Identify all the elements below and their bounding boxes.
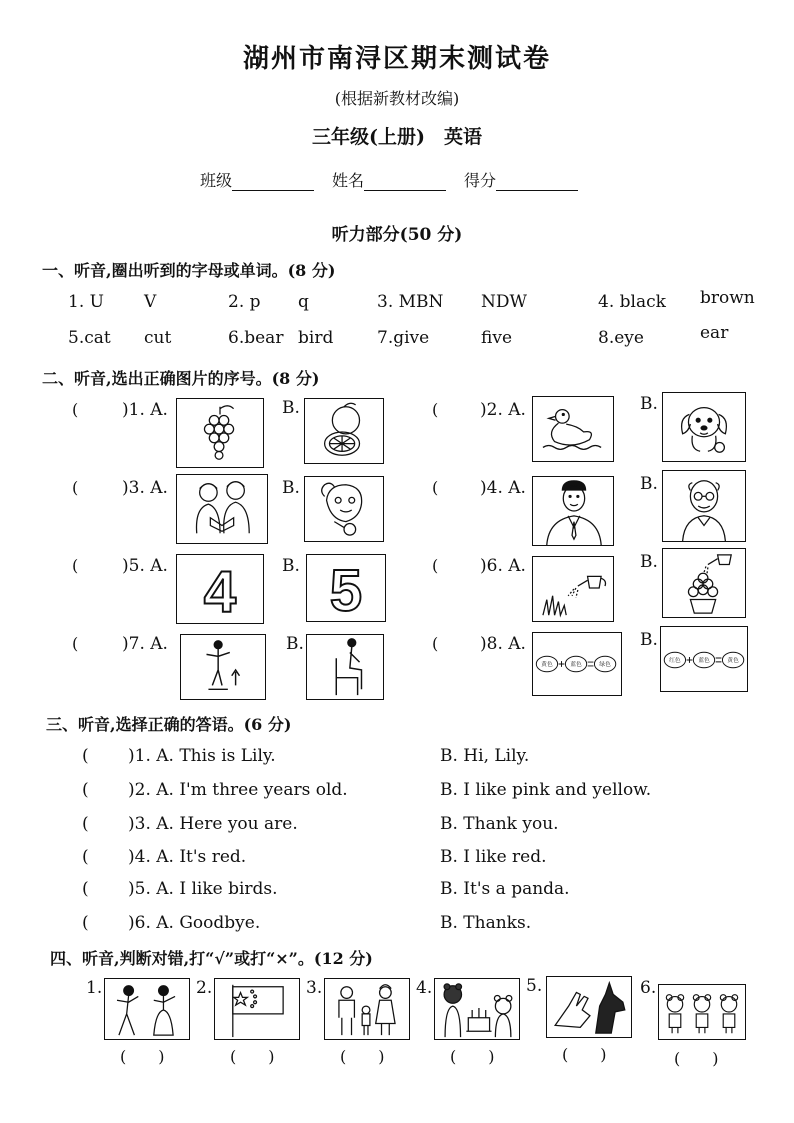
s2-item-5-b: B. bbox=[282, 556, 300, 576]
s2-item-7-b: B. bbox=[286, 634, 304, 654]
answer-paren[interactable]: ( bbox=[432, 634, 439, 653]
answer-paren[interactable]: ( bbox=[82, 913, 89, 933]
s3-item-3-a: )3. A. Here you are. bbox=[128, 814, 298, 834]
s4-item-6-num: 6. bbox=[640, 978, 657, 998]
section4-heading: 四、听音,判断对错,打“√”或打“×”。(12 分) bbox=[50, 949, 373, 968]
s1-option[interactable]: cat bbox=[84, 328, 111, 348]
answer-paren[interactable]: ( bbox=[82, 879, 89, 899]
s3-item-1-a: )1. A. This is Lily. bbox=[128, 746, 276, 766]
s2-item-2-b: B. bbox=[640, 394, 658, 414]
listening-part-title: 听力部分(50 分) bbox=[331, 225, 463, 245]
number-four-icon[interactable] bbox=[176, 554, 264, 624]
score-field[interactable] bbox=[496, 175, 578, 191]
s4-item-2-num: 2. bbox=[196, 978, 213, 998]
mix-a-2: 蓝色 bbox=[570, 661, 582, 668]
s1-option[interactable]: bear bbox=[244, 328, 284, 348]
s2-item-8-label: )8. A. bbox=[480, 634, 526, 654]
s3-item-2-a: )2. A. I'm three years old. bbox=[128, 780, 348, 800]
old-man-icon[interactable] bbox=[304, 476, 384, 542]
answer-paren[interactable]: ( bbox=[72, 634, 79, 653]
s3-item-4-b: B. I like red. bbox=[440, 847, 547, 867]
watering-grass-icon[interactable] bbox=[532, 556, 614, 622]
s1-item-2: 2. p bbox=[228, 292, 261, 312]
answer-paren[interactable]: ( bbox=[432, 400, 439, 419]
answer-paren[interactable]: ( ) bbox=[120, 1047, 165, 1066]
s1-option[interactable]: eye bbox=[614, 328, 644, 348]
score-label: 得分 bbox=[464, 171, 497, 190]
s4-item-1-num: 1. bbox=[86, 978, 103, 998]
name-field[interactable] bbox=[364, 175, 446, 191]
answer-paren[interactable]: ( bbox=[82, 780, 89, 800]
s1-item-5: 5.cat bbox=[68, 328, 111, 348]
s2-item-3-label: )3. A. bbox=[122, 478, 168, 498]
orange-icon[interactable] bbox=[304, 398, 384, 464]
s2-item-1-label: )1. A. bbox=[122, 400, 168, 420]
answer-paren[interactable]: ( bbox=[72, 556, 79, 575]
page-subtitle: (根据新教材改编) bbox=[334, 89, 460, 108]
digit-five: 5 bbox=[329, 558, 363, 621]
student-info bbox=[200, 168, 578, 191]
birthday-party-icon[interactable] bbox=[434, 978, 520, 1040]
s1-option[interactable]: MBN bbox=[398, 292, 444, 312]
s3-item-6-a: )6. A. Goodbye. bbox=[128, 913, 261, 933]
s2-item-7-label: )7. A. bbox=[122, 634, 168, 654]
s4-item-4-num: 4. bbox=[416, 978, 433, 998]
s2-item-6-label: )6. A. bbox=[480, 556, 526, 576]
color-mix-b-icon[interactable] bbox=[660, 626, 748, 692]
dog-icon[interactable] bbox=[662, 392, 746, 462]
mix-b-1: 红色 bbox=[669, 657, 681, 664]
mix-b-3: 黄色 bbox=[727, 657, 739, 664]
section2-heading: 二、听音,选出正确图片的序号。(8 分) bbox=[42, 369, 320, 388]
grade-subject: 三年级(上册) 英语 bbox=[312, 126, 482, 148]
number-five-icon[interactable] bbox=[306, 554, 386, 622]
answer-paren[interactable]: ( ) bbox=[230, 1047, 275, 1066]
s1-option[interactable]: black bbox=[619, 292, 666, 312]
father-icon[interactable] bbox=[532, 476, 614, 546]
answer-paren[interactable]: ( bbox=[432, 556, 439, 575]
s3-item-6-b: B. Thanks. bbox=[440, 913, 532, 933]
digit-four: 4 bbox=[203, 559, 237, 623]
stand-up-icon[interactable] bbox=[180, 634, 266, 700]
s3-item-4-a: )4. A. It's red. bbox=[128, 847, 247, 867]
mix-b-2: 蓝色 bbox=[698, 657, 710, 664]
answer-paren[interactable]: ( bbox=[72, 400, 79, 419]
name-label: 姓名 bbox=[332, 171, 365, 190]
s2-item-2-label: )2. A. bbox=[480, 400, 526, 420]
answer-paren[interactable]: ( bbox=[82, 814, 89, 834]
watering-flower-icon[interactable] bbox=[662, 548, 746, 618]
s1-item-4: 4. black bbox=[598, 292, 666, 312]
s1-item-7-b[interactable]: five bbox=[481, 328, 513, 348]
s3-item-5-b: B. It's a panda. bbox=[440, 879, 570, 899]
answer-paren[interactable]: ( ) bbox=[562, 1045, 607, 1064]
china-flag-icon[interactable] bbox=[214, 978, 300, 1040]
s1-item-1-b[interactable]: V bbox=[144, 292, 157, 312]
s3-item-2-b: B. I like pink and yellow. bbox=[440, 780, 652, 800]
shadow-dog-hands-icon[interactable] bbox=[546, 976, 632, 1038]
s1-item-6: 6.bear bbox=[228, 328, 284, 348]
s4-item-3-num: 3. bbox=[306, 978, 323, 998]
answer-paren[interactable]: ( ) bbox=[450, 1047, 495, 1066]
s1-item-3: 3. MBN bbox=[377, 292, 444, 312]
s1-item-1: 1. U bbox=[68, 292, 104, 312]
s1-item-3-b[interactable]: NDW bbox=[481, 292, 527, 312]
s1-option[interactable]: give bbox=[393, 328, 430, 348]
answer-paren[interactable]: ( ) bbox=[340, 1047, 385, 1066]
duck-icon[interactable] bbox=[532, 396, 614, 462]
s2-item-4-label: )4. A. bbox=[480, 478, 526, 498]
grapes-icon[interactable] bbox=[176, 398, 264, 468]
s2-item-1-b: B. bbox=[282, 398, 300, 418]
answer-paren[interactable]: ( ) bbox=[674, 1049, 719, 1068]
answer-paren[interactable]: ( bbox=[82, 847, 89, 867]
s1-item-8-b[interactable]: ear bbox=[700, 323, 729, 343]
grandfather-icon[interactable] bbox=[662, 470, 746, 542]
class-field[interactable] bbox=[232, 175, 314, 191]
s2-item-4-b: B. bbox=[640, 474, 658, 494]
s4-item-5-num: 5. bbox=[526, 976, 543, 996]
s3-item-3-b: B. Thank you. bbox=[440, 814, 559, 834]
s1-item-7: 7.give bbox=[377, 328, 430, 348]
s1-option[interactable]: U bbox=[89, 292, 104, 312]
answer-paren[interactable]: ( bbox=[82, 746, 89, 766]
s1-item-2-b[interactable]: q bbox=[298, 292, 309, 312]
answer-paren[interactable]: ( bbox=[432, 478, 439, 497]
s1-item-4-b[interactable]: brown bbox=[700, 288, 755, 308]
s3-item-1-b: B. Hi, Lily. bbox=[440, 746, 530, 766]
page-title: 湖州市南浔区期末测试卷 bbox=[242, 44, 551, 74]
section1-heading: 一、听音,圈出听到的字母或单词。(8 分) bbox=[42, 261, 336, 280]
family-icon[interactable] bbox=[324, 978, 410, 1040]
s3-item-5-a: )5. A. I like birds. bbox=[128, 879, 278, 899]
answer-paren[interactable]: ( bbox=[72, 478, 79, 497]
section3-heading: 三、听音,选择正确的答语。(6 分) bbox=[46, 715, 292, 734]
s1-item-6-b[interactable]: bird bbox=[298, 328, 334, 348]
tigers-icon[interactable] bbox=[658, 984, 746, 1040]
grandmothers-icon[interactable] bbox=[176, 474, 268, 544]
dancers-icon[interactable] bbox=[104, 978, 190, 1040]
class-label: 班级 bbox=[200, 171, 233, 190]
s1-item-8: 8.eye bbox=[598, 328, 644, 348]
s2-item-6-b: B. bbox=[640, 552, 658, 572]
s2-item-8-b: B. bbox=[640, 630, 658, 650]
mix-a-1: 黄色 bbox=[541, 661, 553, 668]
sit-down-icon[interactable] bbox=[306, 634, 384, 700]
mix-a-3: 绿色 bbox=[599, 661, 611, 668]
color-mix-a-icon[interactable] bbox=[532, 632, 622, 696]
s2-item-3-b: B. bbox=[282, 478, 300, 498]
s2-item-5-label: )5. A. bbox=[122, 556, 168, 576]
s1-item-5-b[interactable]: cut bbox=[144, 328, 172, 348]
s1-option[interactable]: p bbox=[249, 292, 261, 312]
